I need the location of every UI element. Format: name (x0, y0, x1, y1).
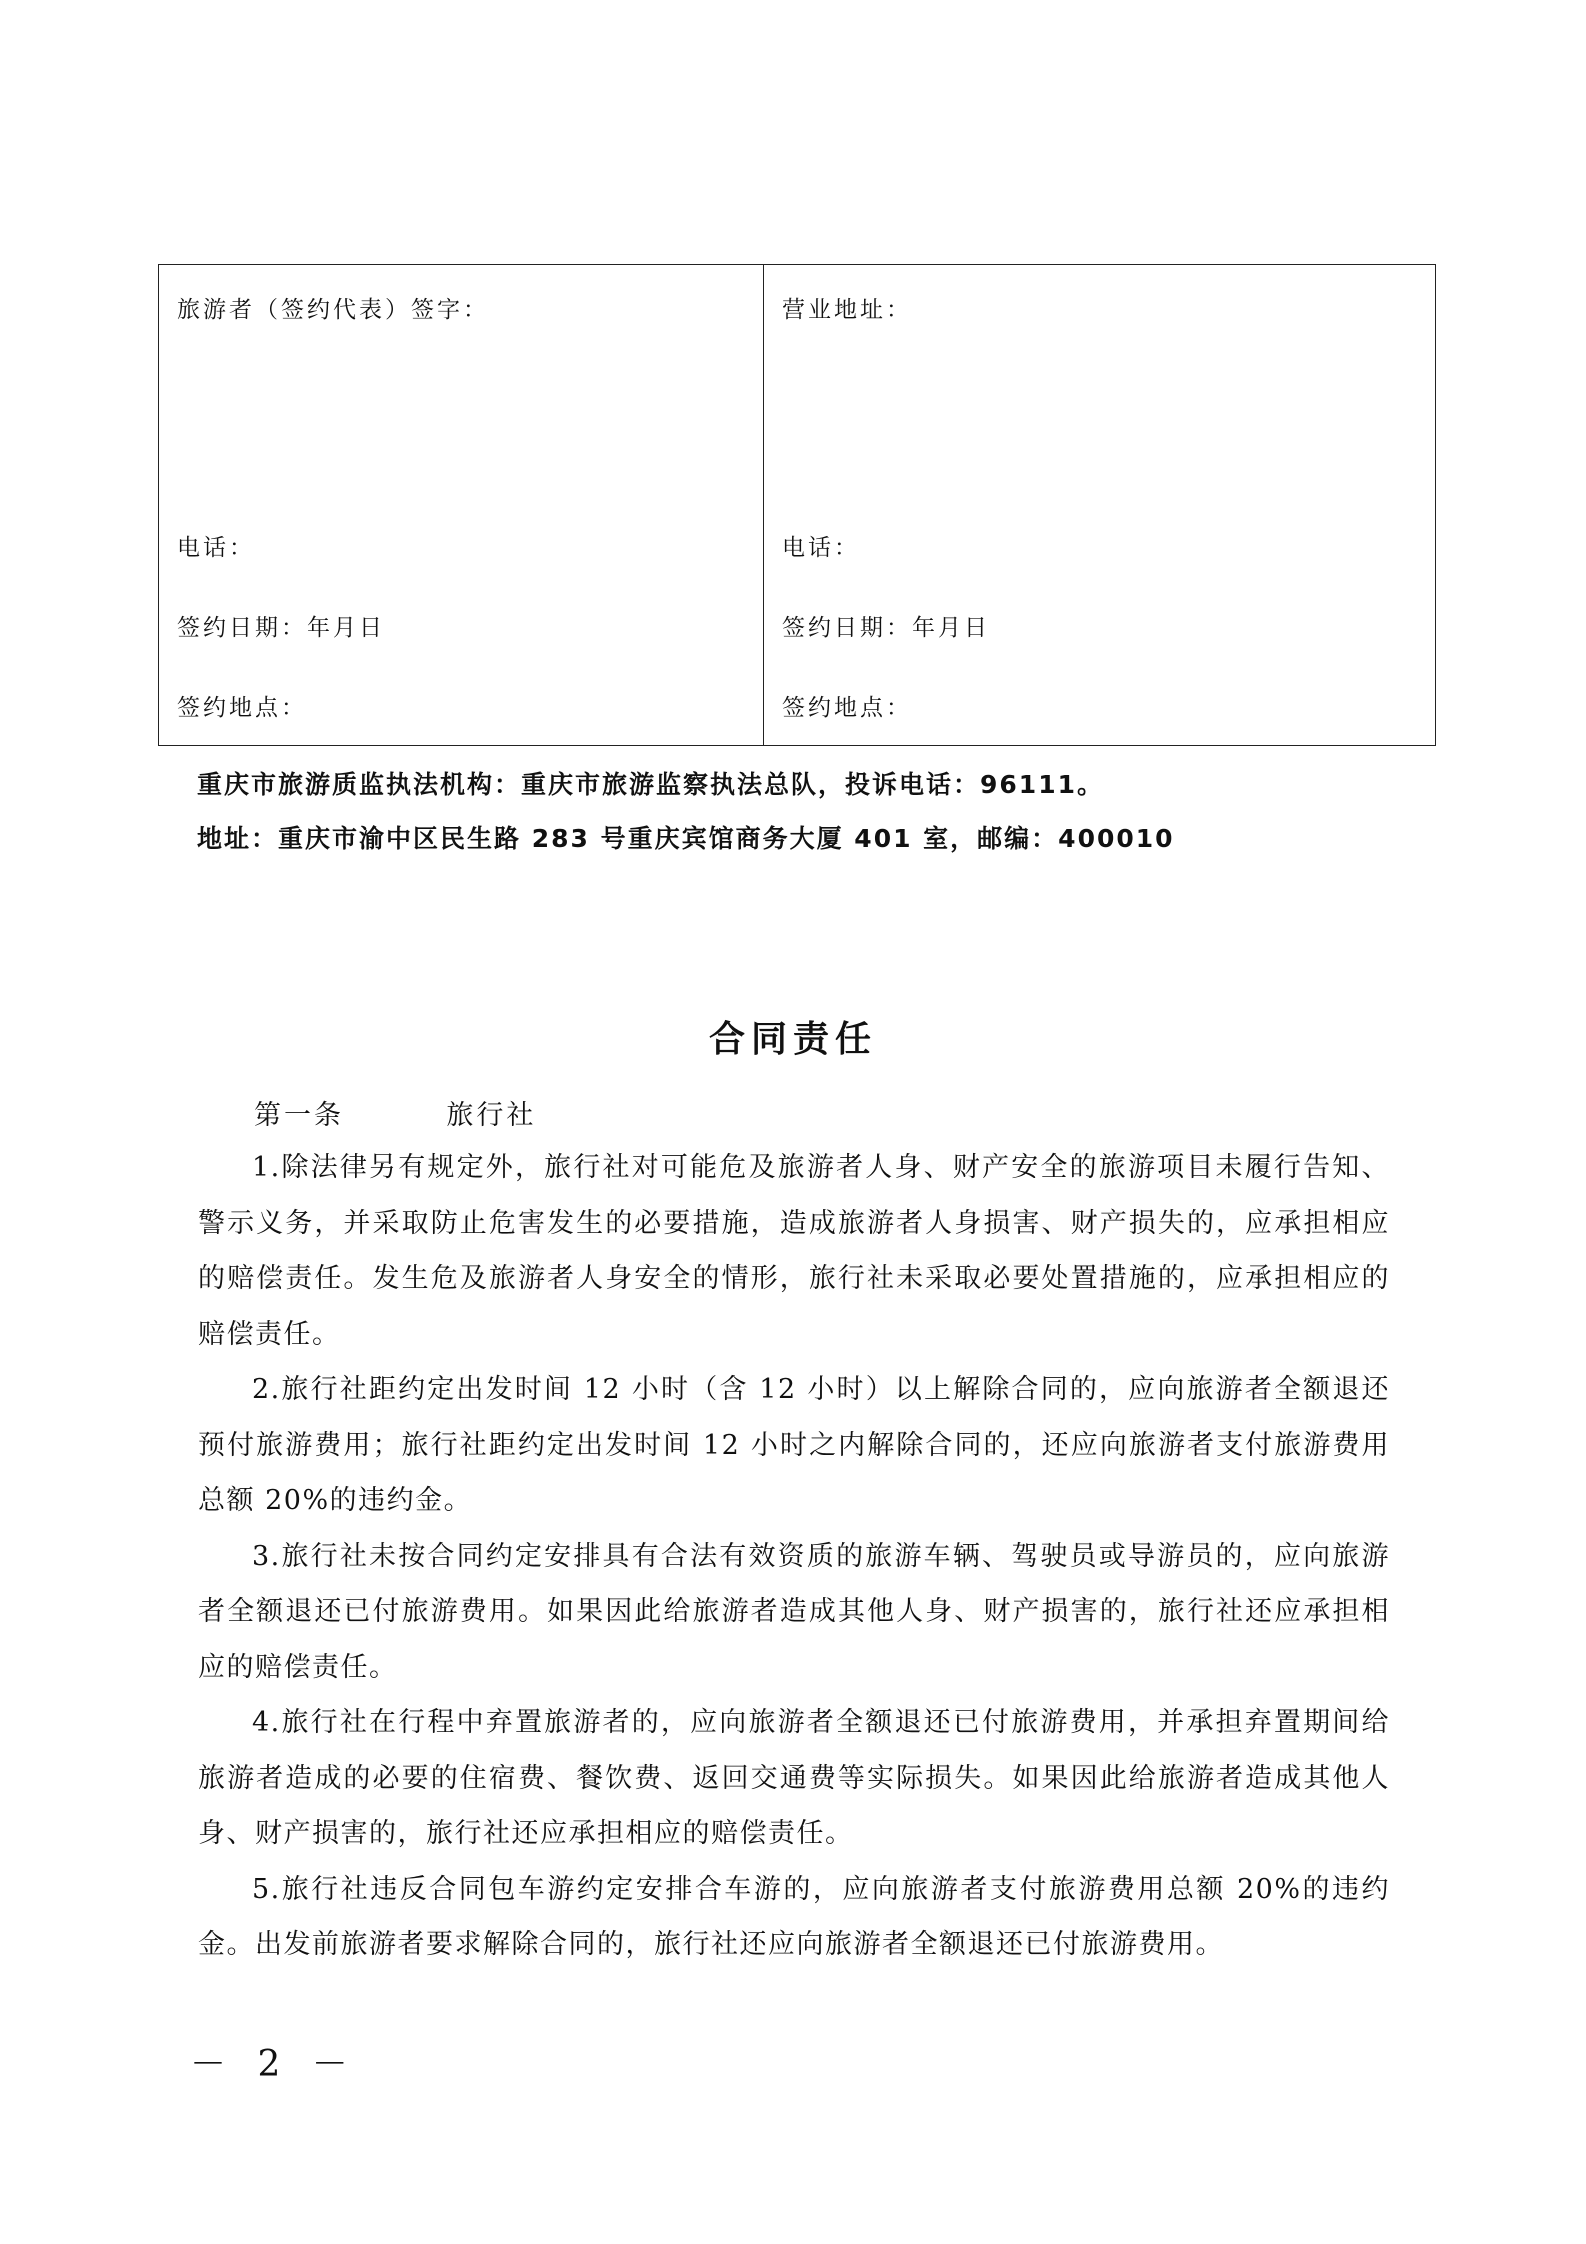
article-heading: 第一条 旅行社 (254, 1100, 537, 1131)
business-address-label: 营业地址： (782, 297, 912, 323)
clause-paragraph: 3.旅行社未按合同约定安排具有合法有效资质的旅游车辆、驾驶员或导游员的，应向旅游者全额退还已付旅游费用。如果因此给旅游者造成其他人身、财产损害的，旅行社还应承担相应的赔偿责任。 (198, 1540, 1390, 1683)
agency-address-note: 地址：重庆市渝中区民生路 283 号重庆宾馆商务大厦 401 室，邮编：400010 (197, 824, 1175, 853)
tourist-signature-label: 旅游者（签约代表）签字： (177, 297, 489, 323)
signature-table (158, 264, 1436, 746)
tourist-sign-place-label: 签约地点： (177, 695, 307, 721)
tourist-phone-label: 电话： (177, 535, 255, 561)
article-body (198, 1140, 1390, 1973)
enforcement-agency-note: 重庆市旅游质监执法机构：重庆市旅游监察执法总队，投诉电话：96111。 (197, 770, 1104, 799)
page-number: － 2 － (190, 2044, 358, 2085)
agency-signature-cell (764, 265, 1435, 745)
clause-paragraph: 4.旅行社在行程中弃置旅游者的，应向旅游者全额退还已付旅游费用，并承担弃置期间给旅游者造成的必要的住宿费、餐饮费、返回交通费等实际损失。如果因此给旅游者造成其他人身、财产损害的，旅行社还应承担相应的赔偿责任。 (198, 1707, 1390, 1849)
clause-paragraph: 2.旅行社距约定出发时间 12 小时（含 12 小时）以上解除合同的，应向旅游者全额退还预付旅游费用；旅行社距约定出发时间 12 小时之内解除合同的，还应向旅游者支付旅游费用总额 20%的违约金。 (198, 1374, 1390, 1516)
agency-sign-place-label: 签约地点： (782, 695, 912, 721)
agency-phone-label: 电话： (782, 535, 860, 561)
clause-paragraph: 5.旅行社违反合同包车游约定安排合车游的，应向旅游者支付旅游费用总额 20%的违约金。出发前旅游者要求解除合同的，旅行社还应向旅游者全额退还已付旅游费用。 (198, 1873, 1390, 1960)
tourist-signature-cell (159, 265, 764, 745)
section-title: 合同责任 (708, 1019, 877, 1060)
clause-paragraph: 1.除法律另有规定外，旅行社对可能危及旅游者人身、财产安全的旅游项目未履行告知、警示义务，并采取防止危害发生的必要措施，造成旅游者人身损害、财产损失的，应承担相应的赔偿责任。发生危及旅游者人身安全的情形，旅行社未采取必要处置措施的，应承担相应的赔偿责任。 (198, 1152, 1390, 1350)
tourist-sign-date-label: 签约日期：年月日 (177, 615, 385, 641)
agency-sign-date-label: 签约日期：年月日 (782, 615, 990, 641)
